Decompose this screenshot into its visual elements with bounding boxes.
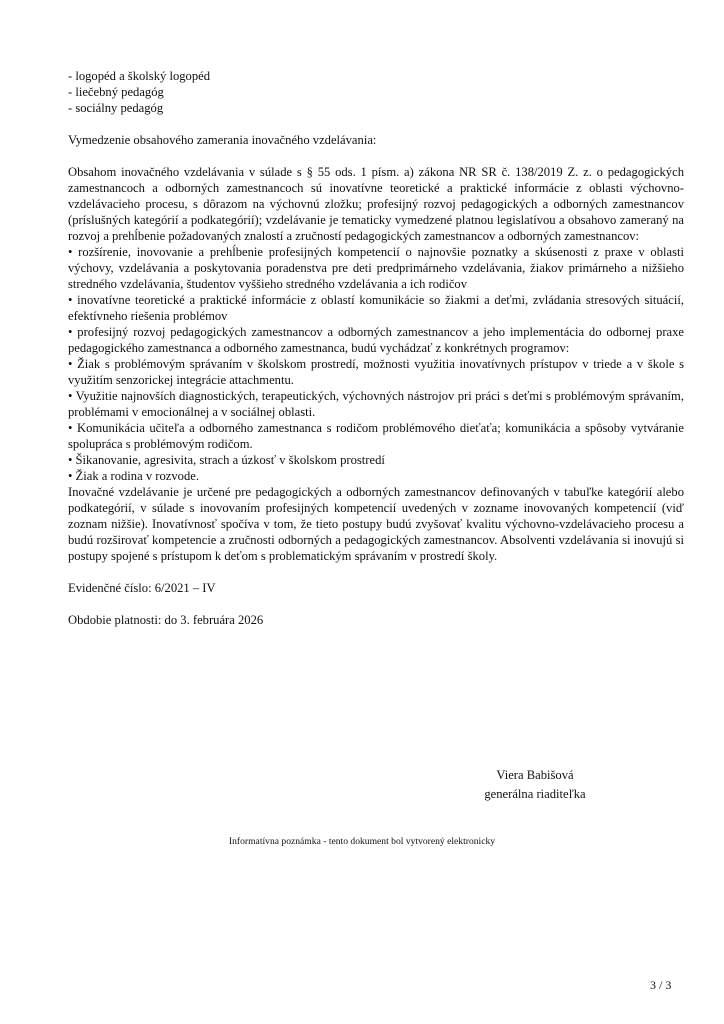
registration-number: Evidenčné číslo: 6/2021 – IV [68,581,216,595]
bullet-item: • rozšírenie, inovovanie a prehĺbenie profesijných kompetencií o najnovšie poznatky a skúsenosti z praxe v oblasti výchovy, vzdelávania a poskytovania poradenstva pre deti predprimárneho vzdelávania, žiakov primárneho a nižšieho stredného vzdelávania, študentov vyššieho stredného vzdelávania a ich rodičov [68,245,684,291]
signatory-title: generálna riaditeľka [484,787,586,801]
section-heading: Vymedzenie obsahového zamerania inovačného vzdelávania: [68,133,377,147]
bullet-item: • Žiak s problémovým správaním v školskom prostredí, možnosti využitia inovatívnych prístupov v triede a v škole s využitím senzorickej integrácie attachmentu. [68,357,684,387]
intro-paragraph: Obsahom inovačného vzdelávania v súlade s § 55 ods. 1 písm. a) zákona NR SR č. 138/2019 Z. z. o pedagogických zamestnancoch a odborných zamestnancoch sú inovatívne teoretické a praktické informácie z oblasti výchovno-vzdelávacieho procesu, s dôrazom na výchovnú zložku; profesijný rozvoj pedagogických a odborných zamestnancov (príslušných kategórií a podkategórií); vzdelávanie je tematicky vymedzené platnou legislatívou a obsahovo zameraný na rozvoj a prehĺbenie požadovaných znalostí a zručností pedagogických zamestnancov a odborných zamestnancov: [68,165,684,243]
role-item: - liečebný pedagóg [68,85,164,99]
role-item: - logopéd a školský logopéd [68,69,211,83]
bullet-item: • Komunikácia učiteľa a odborného zamestnanca s rodičom problémového dieťaťa; komunikácia a spôsoby vytváranie spolupráca s problémovým rodičom. [68,421,684,451]
document-body [68,68,684,628]
bullet-item: • Žiak a rodina v rozvode. [68,469,199,483]
role-item: - sociálny pedagóg [68,101,164,115]
validity-period: Obdobie platnosti: do 3. februára 2026 [68,613,264,627]
page-number: 3 / 3 [650,978,672,992]
footer-note: Informatívna poznámka - tento dokument bol vytvorený elektronicky [228,836,496,847]
signatory-name: Viera Babišová [496,768,574,782]
bullet-item: • inovatívne teoretické a praktické informácie z oblastí komunikácie so žiakmi a deťmi, zvládania stresových situácií, efektívneho riešenia problémov [68,293,684,323]
closing-paragraph: Inovačné vzdelávanie je určené pre pedagogických a odborných zamestnancov definovaných v tabuľke kategórií alebo podkategórií, v súlade s inovovaním profesijných kompetencií uvedených v zozname inovovaných kompetencií (viď zoznam nižšie). Inovatívnosť spočíva v tom, že tieto postupy budú zvyšovať kvalitu výchovno-vzdelávacieho procesu a budú rozširovať kompetencie a zručnosti odborných a pedagogických zamestnancov. Absolventi vzdelávania si inovujú si postupy spojené s prístupom k deťom s problematickým správaním v prostredí školy. [68,485,684,563]
bullet-item: • Využitie najnovších diagnostických, terapeutických, výchovných nástrojov pri práci s deťmi s problémovým správaním, problémami v emocionálnej a v sociálnej oblasti. [68,389,684,419]
bullet-item: • profesijný rozvoj pedagogických zamestnancov a odborných zamestnancov a jeho implementácia do odbornej praxe pedagogického zamestnanca a odborného zamestnanca, budú vychádzať z konkrétnych programov: [68,325,684,355]
signature-block [460,766,610,804]
bullet-item: • Šikanovanie, agresivita, strach a úzkosť v školskom prostredí [68,453,385,467]
